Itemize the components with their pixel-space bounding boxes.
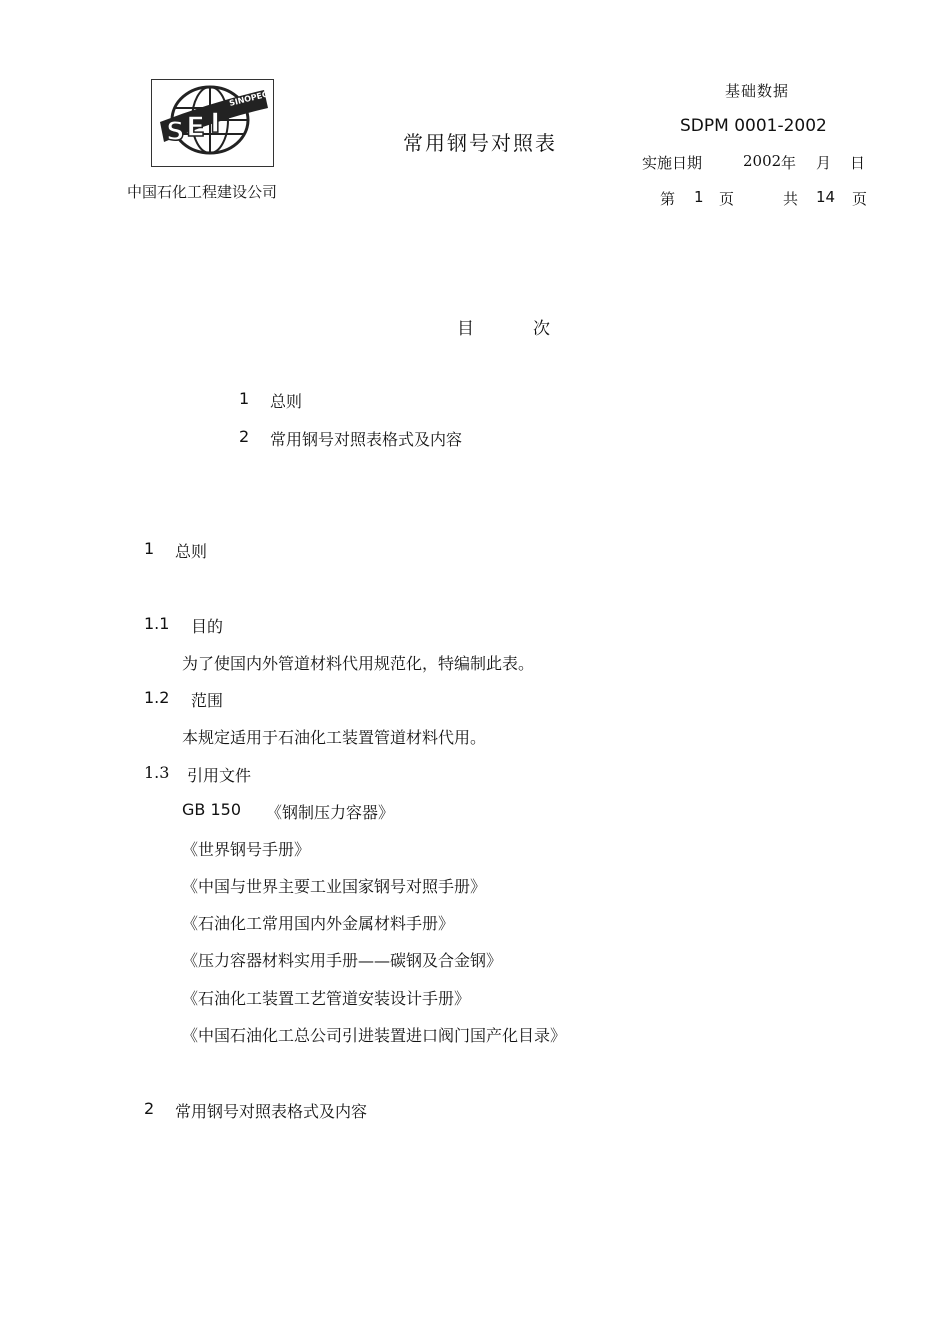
svg-text:SINOPEC: SINOPEC [228, 89, 269, 108]
page-total: 14 [816, 188, 836, 206]
page-number: 1 [694, 188, 704, 206]
reference-item: 《压力容器材料实用手册——碳钢及合金钢》 [182, 951, 503, 970]
subsection-1-2-number: 1.2 [144, 688, 170, 707]
reference-item: 《石油化工装置工艺管道安装设计手册》 [182, 989, 471, 1008]
section-2-number: 2 [144, 1099, 155, 1118]
subsection-1-3-title: 引用文件 [187, 766, 252, 785]
reference-item: 《中国石油化工总公司引进装置进口阀门国产化目录》 [182, 1026, 567, 1045]
company-name: 中国石化工程建设公司 [127, 183, 278, 201]
year-unit: 年 [781, 154, 797, 172]
total-unit: 页 [852, 190, 868, 208]
implementation-date-label: 实施日期 [642, 154, 703, 172]
section-2-title: 常用钢号对照表格式及内容 [175, 1102, 368, 1121]
toc-title-part2: 次 [533, 319, 550, 339]
company-logo [151, 79, 274, 167]
toc-title-part1: 目 [457, 319, 474, 339]
page-unit: 页 [719, 190, 735, 208]
section-1-number: 1 [144, 539, 155, 558]
document-category: 基础数据 [725, 82, 790, 100]
globe-logo-icon [152, 80, 273, 166]
day-unit: 日 [850, 154, 866, 172]
reference-item: 《中国与世界主要工业国家钢号对照手册》 [182, 877, 487, 896]
subsection-1-1-number: 1.1 [144, 614, 170, 633]
subsection-1-2-title: 范围 [191, 691, 224, 710]
scope-text: 本规定适用于石油化工装置管道材料代用。 [182, 728, 487, 747]
reference-standard-code: GB 150 [182, 800, 241, 819]
toc-item-number: 2 [239, 427, 250, 446]
svg-text:I: I [210, 106, 221, 139]
total-prefix: 共 [783, 190, 799, 208]
purpose-text: 为了使国内外管道材料代用规范化，特编制此表。 [182, 654, 535, 673]
svg-text:E: E [186, 110, 206, 143]
reference-item: 《石油化工常用国内外金属材料手册》 [182, 914, 455, 933]
page-prefix: 第 [660, 190, 676, 208]
reference-item: 《世界钢号手册》 [182, 840, 311, 859]
subsection-1-1-title: 目的 [191, 617, 224, 636]
section-1-title: 总则 [175, 542, 208, 561]
implementation-year: 2002 [743, 152, 782, 170]
document-code: SDPM 0001-2002 [680, 116, 827, 136]
subsection-1-3-number: 1.3 [144, 763, 170, 782]
reference-standard-title: 《钢制压力容器》 [266, 803, 395, 822]
document-title: 常用钢号对照表 [403, 131, 557, 155]
toc-item-general: 总则 [270, 392, 303, 411]
month-unit: 月 [816, 154, 832, 172]
toc-item-number: 1 [239, 389, 250, 408]
toc-item-table-format: 常用钢号对照表格式及内容 [270, 430, 463, 449]
svg-text:S: S [166, 117, 185, 147]
